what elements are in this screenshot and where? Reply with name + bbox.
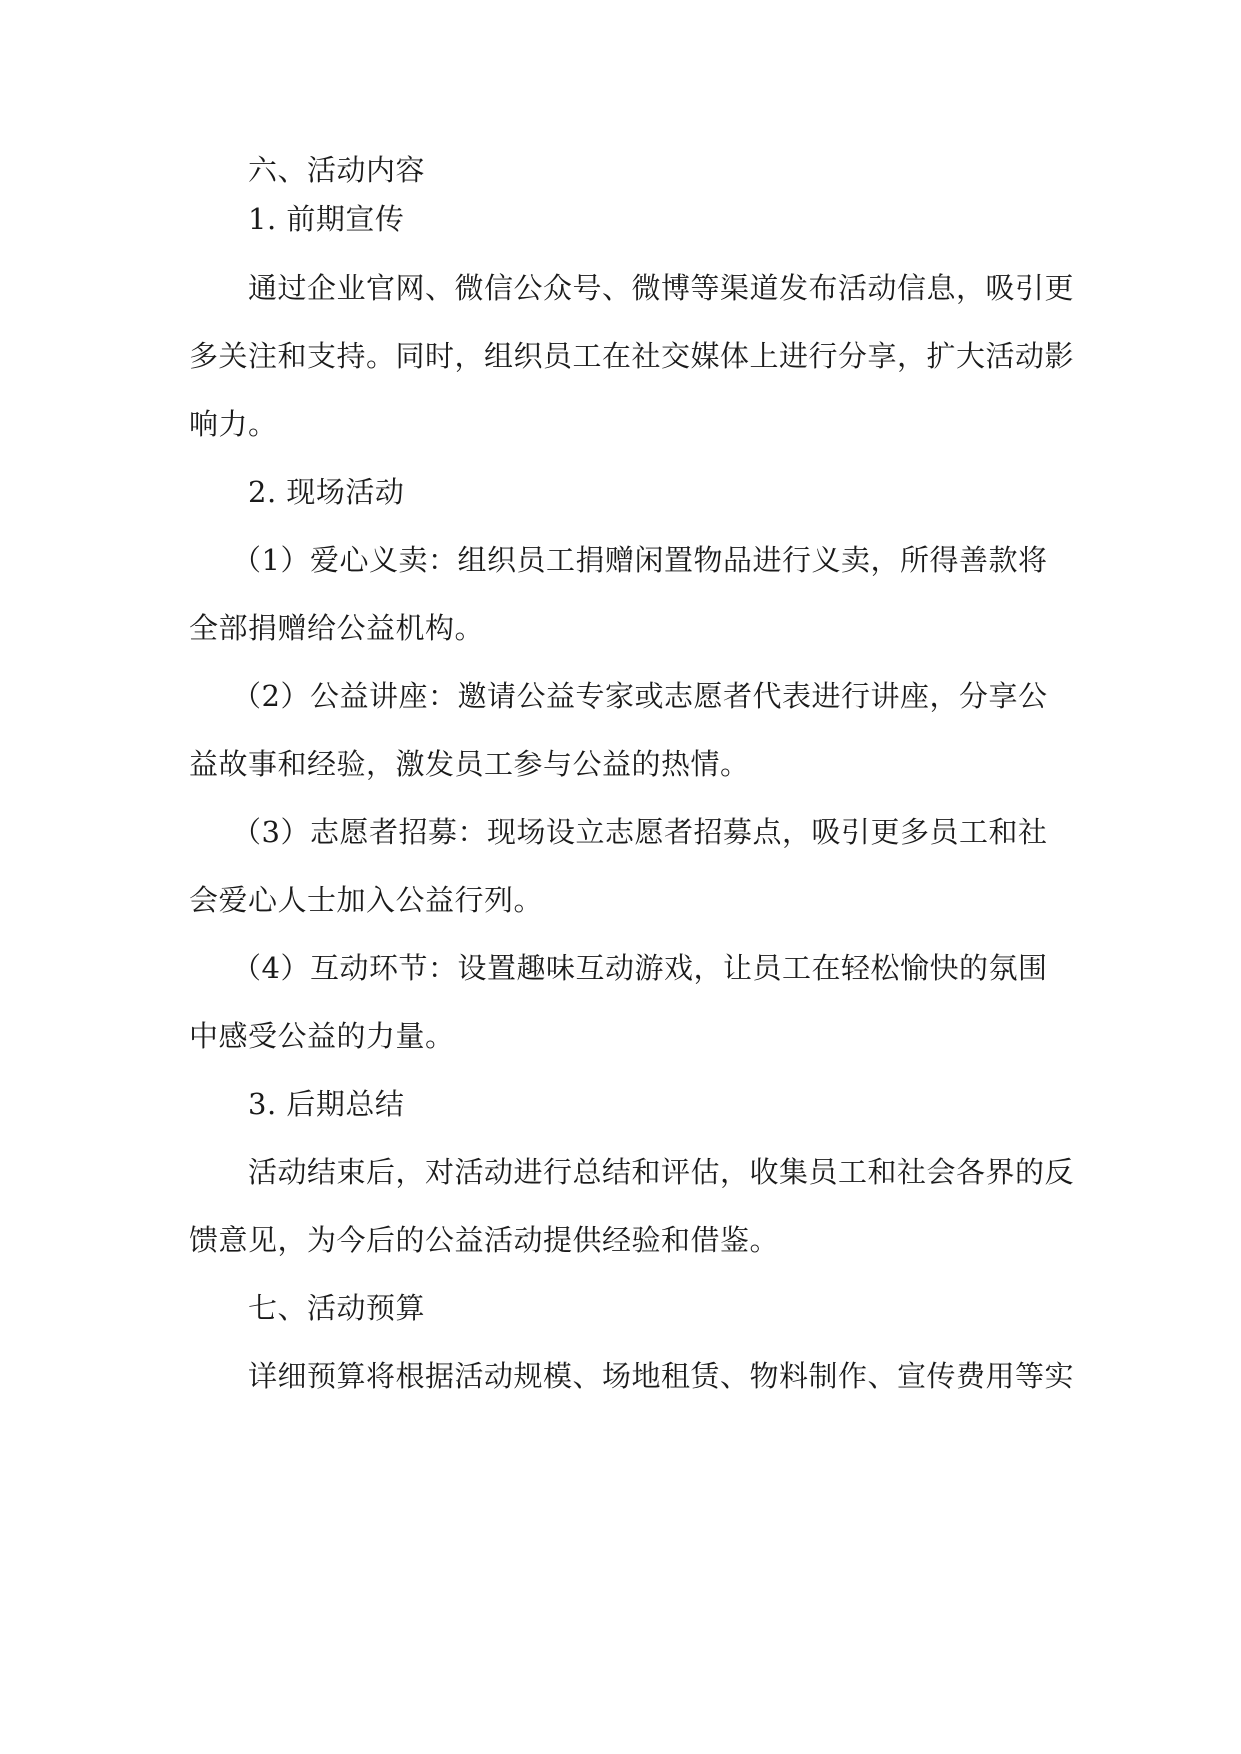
list-item-line: 中感受公益的力量。 xyxy=(189,1019,455,1053)
subheading-early-promotion: 1. 前期宣传 xyxy=(248,202,405,236)
list-item-line: （1）爱心义卖：组织员工捐赠闲置物品进行义卖，所得善款将 xyxy=(232,543,1048,577)
list-item-line: （2）公益讲座：邀请公益专家或志愿者代表进行讲座，分享公 xyxy=(232,679,1048,713)
paragraph-line: 活动结束后，对活动进行总结和评估，收集员工和社会各界的反 xyxy=(248,1155,1075,1189)
paragraph-line: 馈意见，为今后的公益活动提供经验和借鉴。 xyxy=(189,1223,780,1257)
section-heading-activity-content: 六、活动内容 xyxy=(248,153,426,187)
subheading-post-summary: 3. 后期总结 xyxy=(248,1087,405,1121)
list-item-line: 益故事和经验，激发员工参与公益的热情。 xyxy=(189,747,750,781)
list-item-line: （3）志愿者招募：现场设立志愿者招募点，吸引更多员工和社 xyxy=(232,815,1048,849)
section-heading-activity-budget: 七、活动预算 xyxy=(248,1291,426,1325)
paragraph-line: 响力。 xyxy=(189,407,278,441)
paragraph-line: 多关注和支持。同时，组织员工在社交媒体上进行分享，扩大活动影 xyxy=(189,339,1075,373)
list-item-line: 全部捐赠给公益机构。 xyxy=(189,611,485,645)
paragraph-line: 通过企业官网、微信公众号、微博等渠道发布活动信息，吸引更 xyxy=(248,271,1075,305)
list-item-line: 会爱心人士加入公益行列。 xyxy=(189,883,544,917)
list-item-line: （4）互动环节：设置趣味互动游戏，让员工在轻松愉快的氛围 xyxy=(232,951,1048,985)
subheading-onsite-activities: 2. 现场活动 xyxy=(248,475,405,509)
paragraph-line: 详细预算将根据活动规模、场地租赁、物料制作、宣传费用等实 xyxy=(248,1359,1075,1393)
